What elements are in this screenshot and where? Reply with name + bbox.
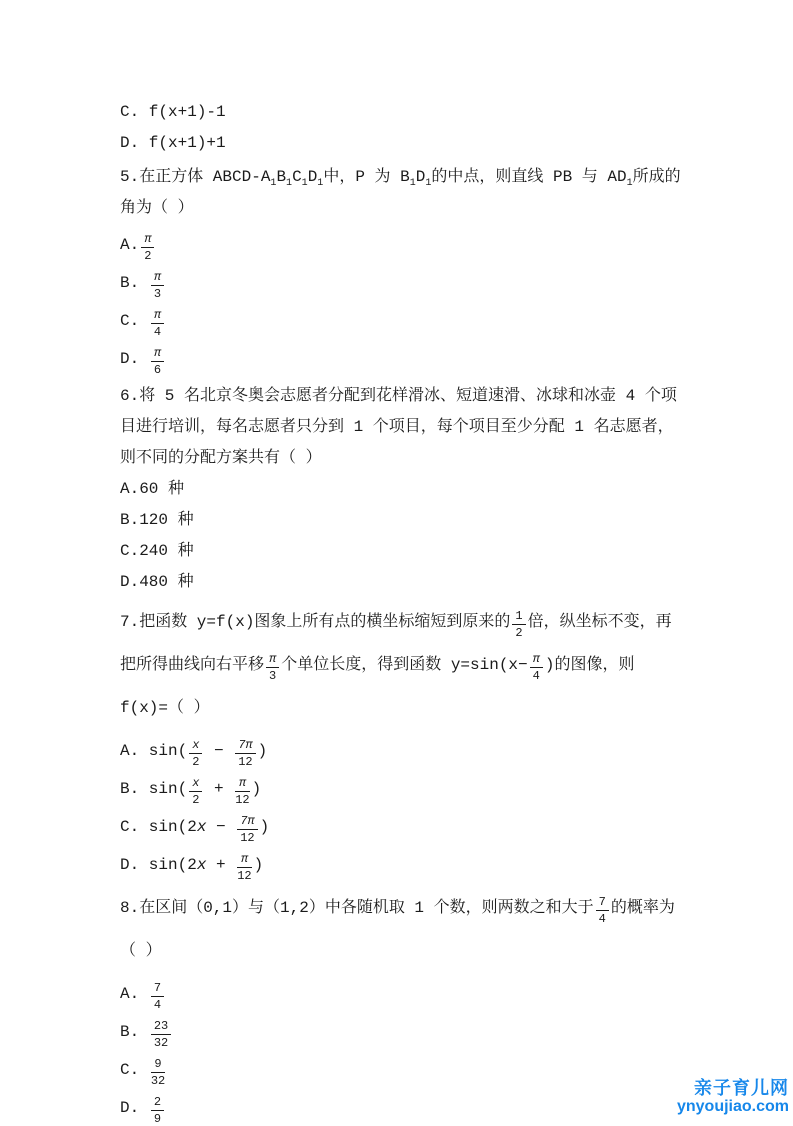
fraction xyxy=(151,982,164,1011)
fraction xyxy=(151,1020,171,1049)
text-run: D. xyxy=(120,1099,149,1117)
subscript: 1 xyxy=(626,178,633,190)
fraction-denominator: 3 xyxy=(153,287,162,301)
text-run: D xyxy=(415,168,426,186)
fraction-numerator: π xyxy=(151,347,164,362)
text-run: 5.在正方体 ABCD-A xyxy=(120,168,271,186)
text-run: 7.把函数 y=f(x)图象上所有点的横坐标缩短到原来的 xyxy=(120,613,511,631)
option-q5-d xyxy=(120,343,681,376)
fraction xyxy=(151,347,164,376)
math-variable: x xyxy=(196,856,207,874)
text-run: A. xyxy=(120,236,140,254)
watermark-site-name: 亲子育儿网 xyxy=(694,1078,789,1098)
fraction-numerator: π xyxy=(530,653,543,668)
fraction-numerator: π xyxy=(237,853,251,868)
subscript: 1 xyxy=(301,178,308,190)
text-run: ) xyxy=(259,818,270,836)
fraction-denominator: 2 xyxy=(192,793,200,807)
option-q6-c xyxy=(120,536,681,567)
subscript: 1 xyxy=(286,178,293,190)
fraction-numerator: 23 xyxy=(151,1020,171,1035)
text-run: C. sin(2 xyxy=(120,818,197,836)
watermark-site-url: ynyoujiao.com xyxy=(676,1098,789,1115)
question-8 xyxy=(120,887,681,973)
text-run: D. f(x+1)+1 xyxy=(120,134,226,152)
option-q6-a xyxy=(120,474,681,505)
option-q4-d xyxy=(120,128,681,159)
fraction xyxy=(237,853,251,882)
text-run: B.120 种 xyxy=(120,511,194,529)
text-run: + xyxy=(206,856,236,874)
fraction-denominator: 9 xyxy=(153,1112,162,1126)
text-run: C.240 种 xyxy=(120,542,194,560)
text-run: 所成的角为（ ） xyxy=(120,168,681,217)
option-q7-c xyxy=(120,811,681,844)
option-q5-c xyxy=(120,305,681,338)
text-run: 的概率为（ ） xyxy=(120,899,675,960)
subscript: 1 xyxy=(425,178,432,190)
fraction xyxy=(512,610,525,639)
fraction-denominator: 12 xyxy=(235,793,250,807)
fraction-numerator: x xyxy=(189,777,202,792)
fraction xyxy=(151,309,164,338)
text-run: 8.在区间（0,1）与（1,2）中各随机取 1 个数，则两数之和大于 xyxy=(120,899,594,917)
text-run: ) xyxy=(257,742,268,760)
fraction-numerator: x xyxy=(189,739,202,754)
option-q8-a xyxy=(120,978,681,1011)
text-run: 中，P 为 B xyxy=(323,168,410,186)
option-q7-d xyxy=(120,849,681,882)
fraction-numerator: 2 xyxy=(151,1096,164,1111)
text-run: ) xyxy=(251,780,262,798)
fraction xyxy=(235,739,255,768)
fraction-numerator: 7π xyxy=(235,739,255,754)
text-run: A. xyxy=(120,985,149,1003)
text-run: − xyxy=(206,818,236,836)
fraction-denominator: 4 xyxy=(598,912,606,926)
fraction xyxy=(189,777,202,806)
question-7 xyxy=(120,601,681,730)
fraction-denominator: 12 xyxy=(237,869,252,883)
option-q7-b xyxy=(120,773,681,806)
fraction-denominator: 4 xyxy=(153,325,162,339)
fraction-denominator: 6 xyxy=(153,363,162,377)
option-q8-d xyxy=(120,1092,681,1125)
text-run: D.480 种 xyxy=(120,573,194,591)
fraction-numerator: 1 xyxy=(512,610,525,625)
subscript: 1 xyxy=(409,178,416,190)
option-q4-c xyxy=(120,97,681,128)
text-run: C xyxy=(292,168,302,186)
fraction-denominator: 32 xyxy=(150,1074,166,1088)
question-6 xyxy=(120,381,681,474)
fraction-denominator: 32 xyxy=(153,1036,169,1050)
document-body xyxy=(120,97,681,1125)
text-run: C. f(x+1)-1 xyxy=(120,103,226,121)
option-q5-a xyxy=(120,229,681,262)
text-run: ) xyxy=(253,856,264,874)
fraction-denominator: 4 xyxy=(153,998,162,1012)
math-variable: x xyxy=(196,818,207,836)
option-q7-a xyxy=(120,735,681,768)
subscript: 1 xyxy=(270,178,277,190)
text-run: 6.将 5 名北京冬奥会志愿者分配到花样滑冰、短道速滑、冰球和冰壶 4 个项目进行培训，每名志愿者只分到 1 个项目，每个项目至少分配 1 名志愿者，则不同的分配方案共有（ ） xyxy=(120,387,677,467)
text-run: − xyxy=(204,742,234,760)
fraction-denominator: 3 xyxy=(269,669,277,683)
fraction-numerator: π xyxy=(266,653,279,668)
fraction-numerator: 7 xyxy=(151,982,164,997)
text-run: 倍，纵坐标不变，再把所得曲线向右平移 xyxy=(120,613,672,674)
text-run: 个单位长度，得到函数 y=sin(x− xyxy=(281,656,528,674)
fraction-denominator: 2 xyxy=(515,626,523,640)
option-q6-d xyxy=(120,567,681,598)
subscript: 1 xyxy=(317,178,324,190)
text-run: B. sin( xyxy=(120,780,188,798)
fraction xyxy=(189,739,202,768)
fraction-denominator: 2 xyxy=(192,755,200,769)
option-q8-c xyxy=(120,1054,681,1087)
fraction-denominator: 12 xyxy=(238,755,253,769)
text-run: C. xyxy=(120,1061,149,1079)
fraction xyxy=(235,777,249,806)
text-run: C. xyxy=(120,312,149,330)
fraction-numerator: π xyxy=(151,309,164,324)
fraction-numerator: π xyxy=(235,777,249,792)
fraction-numerator: π xyxy=(151,271,164,286)
text-run: D. sin(2 xyxy=(120,856,197,874)
option-q8-b xyxy=(120,1016,681,1049)
fraction-denominator: 12 xyxy=(240,831,255,845)
question-5 xyxy=(120,162,681,224)
text-run: 的中点，则直线 PB 与 AD xyxy=(431,168,627,186)
fraction xyxy=(530,653,543,682)
text-run: D. xyxy=(120,350,149,368)
fraction xyxy=(237,815,257,844)
fraction xyxy=(596,896,609,925)
text-run: D xyxy=(307,168,318,186)
fraction xyxy=(141,233,154,262)
text-run: A. sin( xyxy=(120,742,188,760)
text-run: A.60 种 xyxy=(120,480,185,498)
fraction-numerator: 7 xyxy=(596,896,609,911)
fraction xyxy=(151,271,164,300)
fraction-denominator: 4 xyxy=(532,669,540,683)
fraction-numerator: π xyxy=(141,233,154,248)
fraction-denominator: 2 xyxy=(144,249,152,263)
fraction xyxy=(151,1058,165,1087)
text-run: B. xyxy=(120,1023,149,1041)
fraction xyxy=(151,1096,164,1125)
option-q6-b xyxy=(120,505,681,536)
fraction-numerator: 9 xyxy=(151,1058,165,1073)
watermark xyxy=(677,1074,789,1116)
text-run: B xyxy=(276,168,287,186)
text-run: + xyxy=(204,780,234,798)
option-q5-b xyxy=(120,267,681,300)
fraction xyxy=(266,653,279,682)
text-run: B. xyxy=(120,274,149,292)
fraction-numerator: 7π xyxy=(237,815,257,830)
text-run: )的图像，则 f(x)=（ ） xyxy=(120,656,635,717)
